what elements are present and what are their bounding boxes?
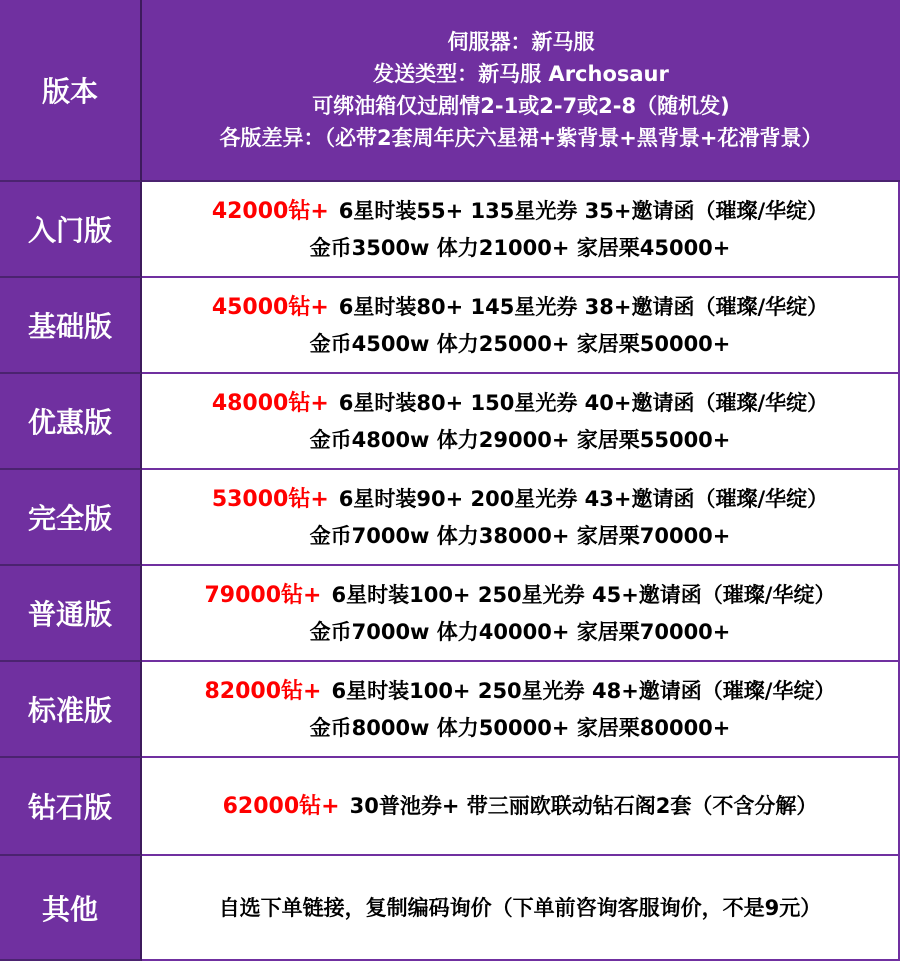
row-content-diamond [142, 758, 900, 856]
row-line-2: 金币3500w 体力21000+ 家居栗45000+ [309, 235, 731, 260]
row-line-1 [223, 788, 818, 825]
row-line-1 [205, 673, 836, 710]
price: 79000钻+ [204, 582, 322, 608]
row-content-standard [142, 662, 900, 758]
items-text: 6星时装90+ 200星光券 43+邀请函（璀璨/华绽） [338, 486, 829, 511]
row-line-1 [205, 577, 836, 614]
row-content-complete [142, 470, 900, 566]
row-line-1 [212, 481, 828, 518]
items-text: 6星时装55+ 135星光券 35+邀请函（璀璨/华绽） [338, 198, 829, 223]
other-text: 自选下单链接，复制编码询价（下单前咨询客服询价，不是9元） [218, 895, 822, 920]
items-text: 6星时装100+ 250星光券 45+邀请函（璀璨/华绽） [331, 582, 836, 607]
row-line-2: 金币7000w 体力40000+ 家居栗70000+ [309, 619, 731, 644]
row-label-regular: 普通版 [0, 566, 142, 662]
row-content-discount [142, 374, 900, 470]
items-text: 6星时装80+ 145星光券 38+邀请函（璀璨/华绽） [338, 294, 829, 319]
row-label-complete: 完全版 [0, 470, 142, 566]
header-line-server: 伺服器：新马服 [447, 30, 595, 54]
price: 53000钻+ [211, 486, 329, 512]
price: 48000钻+ [211, 390, 329, 416]
items-text: 30普池券+ 带三丽欧联动钻石阁2套（不含分解） [349, 793, 818, 818]
row-content-other [142, 856, 900, 961]
row-line-2: 金币4500w 体力25000+ 家居栗50000+ [309, 331, 731, 356]
row-line-2: 金币4800w 体力29000+ 家居栗55000+ [309, 427, 731, 452]
header-info [142, 0, 900, 182]
row-line-1 [212, 193, 828, 230]
row-content-beginner [142, 182, 900, 278]
header-label: 版本 [0, 0, 142, 182]
price: 82000钻+ [204, 678, 322, 704]
row-label-standard: 标准版 [0, 662, 142, 758]
price: 42000钻+ [211, 198, 329, 224]
row-line-2: 金币8000w 体力50000+ 家居栗80000+ [309, 715, 731, 740]
header-line-binding: 可绑油箱仅过剧情2-1或2-7或2-8（随机发) [312, 94, 730, 118]
row-content-basic [142, 278, 900, 374]
header-line-delivery: 发送类型：新马服 Archosaur [373, 62, 669, 86]
price: 62000钻+ [222, 793, 340, 819]
row-label-basic: 基础版 [0, 278, 142, 374]
row-line-1 [212, 289, 828, 326]
items-text: 6星时装100+ 250星光券 48+邀请函（璀璨/华绽） [331, 678, 836, 703]
row-label-discount: 优惠版 [0, 374, 142, 470]
row-label-other: 其他 [0, 856, 142, 961]
row-content-regular [142, 566, 900, 662]
items-text: 6星时装80+ 150星光券 40+邀请函（璀璨/华绽） [338, 390, 829, 415]
row-label-beginner: 入门版 [0, 182, 142, 278]
row-line-1 [212, 385, 828, 422]
price: 45000钻+ [211, 294, 329, 320]
header-line-differences: 各版差异：（必带2套周年庆六星裙+紫背景+黑背景+花滑背景） [219, 126, 823, 150]
row-label-diamond: 钻石版 [0, 758, 142, 856]
row-line-2: 金币7000w 体力38000+ 家居栗70000+ [309, 523, 731, 548]
